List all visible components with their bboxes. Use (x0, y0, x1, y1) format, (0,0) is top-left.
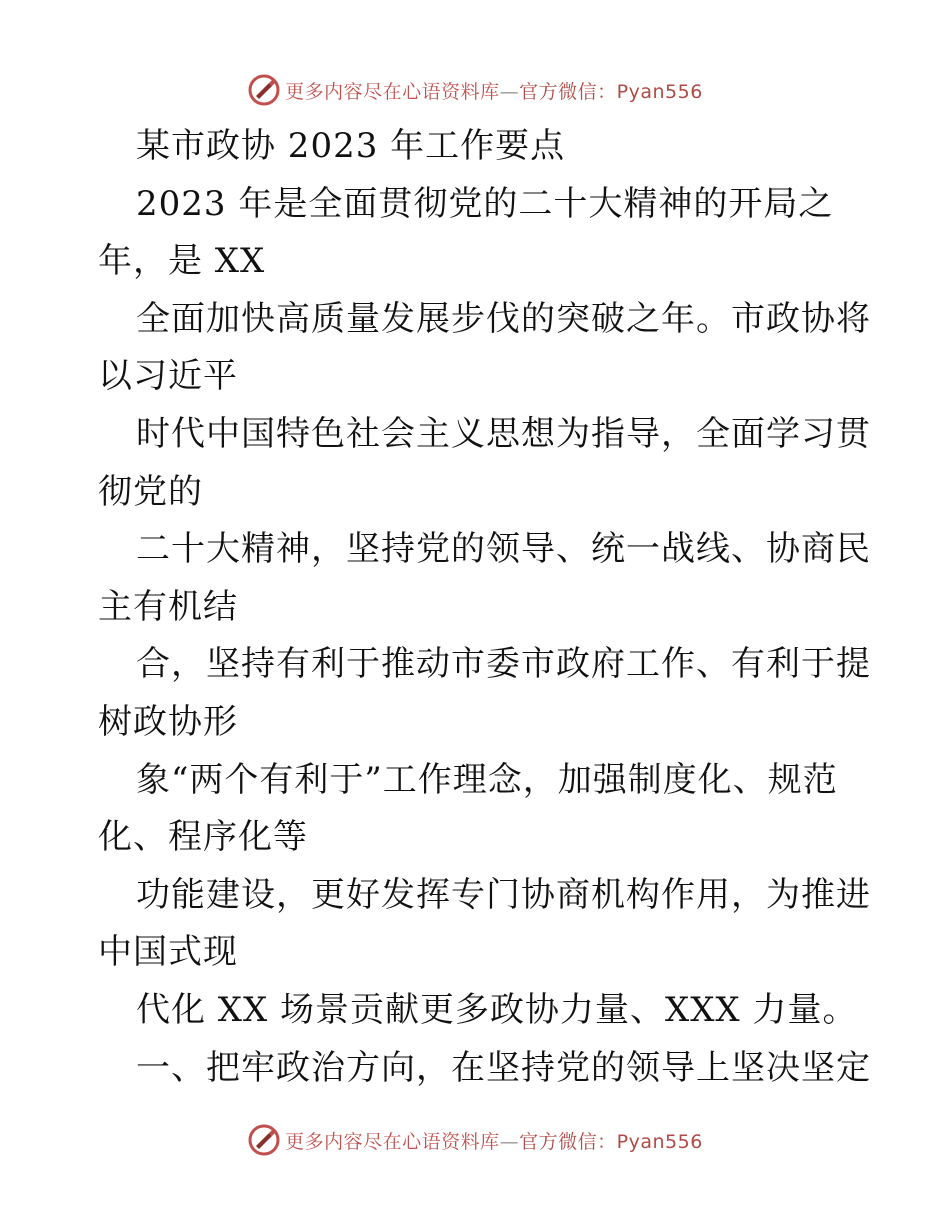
brand-logo-icon (247, 73, 281, 107)
paragraph-line: 树政协形 (98, 701, 238, 742)
paragraph-line: 功能建设，更好发挥专门协商机构作用，为推进 (136, 874, 871, 915)
paragraph-line: 2023 年是全面贯彻党的二十大精神的开局之 (136, 183, 834, 224)
paragraph-line: 彻党的 (98, 471, 203, 512)
paragraph-line: 化、程序化等 (98, 817, 308, 858)
brand-logo-icon (247, 1123, 281, 1157)
paragraph-line: 代化 XX 场景贡献更多政协力量、XXX 力量。 (136, 989, 858, 1030)
paragraph-line: 主有机结 (98, 586, 238, 627)
section-heading: 一、把牢政治方向，在坚持党的领导上坚决坚定 (136, 1047, 871, 1088)
watermark-text: 更多内容尽在心语资料库—官方微信：Pyan556 (285, 1130, 703, 1153)
paragraph-line: 象“两个有利于”工作理念，加强制度化、规范 (136, 759, 838, 800)
watermark-banner-bottom (0, 1120, 950, 1160)
paragraph-line: 全面加快高质量发展步伐的突破之年。市政协将 (136, 298, 871, 339)
paragraph-line: 中国式现 (98, 932, 238, 973)
document-title: 某市政协 2023 年工作要点 (136, 126, 566, 166)
paragraph-line: 合，坚持有利于推动市委市政府工作、有利于提 (136, 644, 871, 685)
paragraph-line: 年，是 XX (98, 241, 266, 282)
watermark-banner-top (0, 70, 950, 110)
document-body (98, 118, 871, 1097)
watermark-text: 更多内容尽在心语资料库—官方微信：Pyan556 (285, 80, 703, 103)
paragraph-line: 二十大精神，坚持党的领导、统一战线、协商民 (136, 529, 871, 570)
paragraph-line: 以习近平 (98, 356, 238, 397)
paragraph-line: 时代中国特色社会主义思想为指导，全面学习贯 (136, 413, 871, 454)
